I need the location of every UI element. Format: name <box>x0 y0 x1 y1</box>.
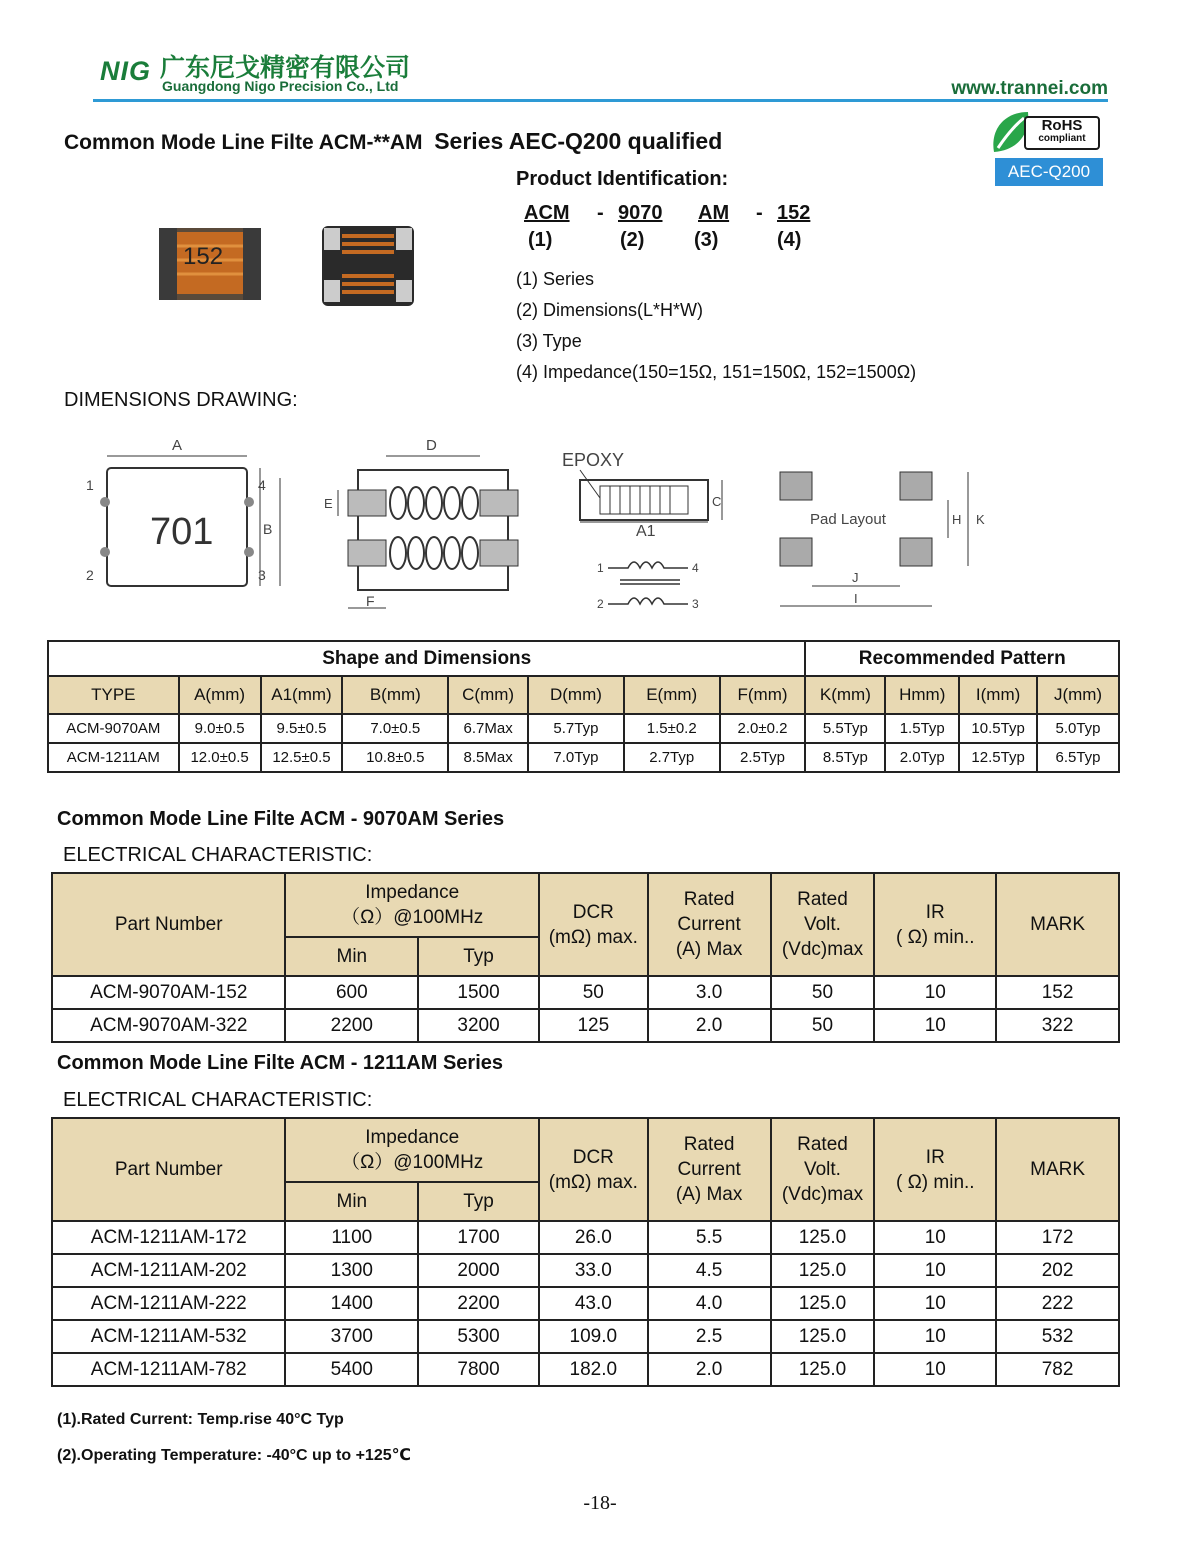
cell: 1500 <box>418 976 539 1009</box>
cell: 9.5±0.5 <box>261 714 343 743</box>
pad-layout-label: Pad Layout <box>810 511 886 528</box>
cell: 12.5Typ <box>959 743 1037 772</box>
col-rated-volt: Rated Volt. (Vdc)max <box>771 1118 875 1221</box>
cell: 2200 <box>285 1009 418 1042</box>
table-row <box>48 714 1119 743</box>
cell: 50 <box>539 976 648 1009</box>
pid-code-dash: - <box>756 202 763 224</box>
cell: 202 <box>996 1254 1119 1287</box>
cell: 125.0 <box>771 1320 875 1353</box>
cell: 5400 <box>285 1353 418 1386</box>
dim-label-b: B <box>263 521 273 537</box>
table-row <box>52 1287 1119 1320</box>
cell: 2000 <box>418 1254 539 1287</box>
cell: 532 <box>996 1320 1119 1353</box>
cell: 10 <box>874 976 996 1009</box>
pin-3: 3 <box>258 567 266 583</box>
column-header: A(mm) <box>179 676 261 714</box>
pid-item: (2) Dimensions(L*H*W) <box>516 300 704 320</box>
cell: 1.5Typ <box>885 714 959 743</box>
col-impedance: Impedance （Ω）@100MHz <box>285 873 538 937</box>
cell: 2.5 <box>648 1320 771 1353</box>
dim-label-a1: A1 <box>636 523 656 540</box>
column-header: A1(mm) <box>261 676 343 714</box>
cell: 43.0 <box>539 1287 648 1320</box>
cell: 2.0 <box>648 1009 771 1042</box>
cell: 782 <box>996 1353 1119 1386</box>
pid-num: (1) <box>528 229 553 251</box>
col-part-number: Part Number <box>52 1118 285 1221</box>
column-header: B(mm) <box>342 676 448 714</box>
col-rated-volt: Rated Volt. (Vdc)max <box>771 873 875 976</box>
bottom-view <box>324 437 518 609</box>
cell: 3700 <box>285 1320 418 1353</box>
cell: 50 <box>771 976 875 1009</box>
column-header: J(mm) <box>1037 676 1119 714</box>
aec-q200-badge: AEC-Q200 <box>995 158 1103 186</box>
schematic-pin-1: 1 <box>597 561 604 575</box>
series2-subtitle: ELECTRICAL CHARACTERISTIC: <box>63 1089 373 1111</box>
cell: 600 <box>285 976 418 1009</box>
table-row <box>52 1254 1119 1287</box>
cell: 10 <box>874 1009 996 1042</box>
table-header-pattern: Recommended Pattern <box>805 641 1119 676</box>
cell: 9.0±0.5 <box>179 714 261 743</box>
cell: 4.0 <box>648 1287 771 1320</box>
cell: ACM-1211AM <box>48 743 179 772</box>
cell: 5.0Typ <box>1037 714 1119 743</box>
pid-num: (2) <box>620 229 645 251</box>
cell: 1.5±0.2 <box>624 714 720 743</box>
col-impedance: Impedance （Ω）@100MHz <box>285 1118 538 1182</box>
pid-num: (3) <box>694 229 719 251</box>
column-header: TYPE <box>48 676 179 714</box>
cell: 3200 <box>418 1009 539 1042</box>
cell: ACM-1211AM-172 <box>52 1221 285 1254</box>
dimensions-drawing <box>80 430 1000 620</box>
col-ir: IR ( Ω) min.. <box>874 1118 996 1221</box>
dim-label-d: D <box>426 437 437 454</box>
cell: 125.0 <box>771 1353 875 1386</box>
cell: 172 <box>996 1221 1119 1254</box>
cell: ACM-9070AM <box>48 714 179 743</box>
series1-table <box>51 872 1120 1043</box>
schematic-pin-4: 4 <box>692 561 699 575</box>
cell: ACM-1211AM-202 <box>52 1254 285 1287</box>
col-part-number: Part Number <box>52 873 285 976</box>
schematic-pin-3: 3 <box>692 597 699 611</box>
cell: 109.0 <box>539 1320 648 1353</box>
cell: 10 <box>874 1353 996 1386</box>
cell: 3.0 <box>648 976 771 1009</box>
rohs-badge: RoHS compliant <box>988 110 1104 154</box>
pin-4: 4 <box>258 477 266 493</box>
series1-subtitle: ELECTRICAL CHARACTERISTIC: <box>63 844 373 866</box>
series1-title: Common Mode Line Filte ACM - 9070AM Series <box>57 808 505 830</box>
company-name-cn: 广东尼戈精密有限公司 <box>160 53 411 82</box>
dimensions-drawing-title: DIMENSIONS DRAWING: <box>64 389 298 411</box>
cell: ACM-1211AM-532 <box>52 1320 285 1353</box>
col-ir: IR ( Ω) min.. <box>874 873 996 976</box>
column-header: Hmm) <box>885 676 959 714</box>
series2-table <box>51 1117 1120 1387</box>
pid-code-impedance: 152 <box>777 202 811 224</box>
cell: 10 <box>874 1287 996 1320</box>
epoxy-label: EPOXY <box>562 450 625 470</box>
cell: 1100 <box>285 1221 418 1254</box>
dim-label-k: K <box>976 512 985 527</box>
cell: 12.0±0.5 <box>179 743 261 772</box>
header-rule <box>93 99 1108 102</box>
cell: 2200 <box>418 1287 539 1320</box>
col-min: Min <box>285 937 418 976</box>
cell: 1400 <box>285 1287 418 1320</box>
col-dcr: DCR (mΩ) max. <box>539 1118 648 1221</box>
cell: ACM-9070AM-152 <box>52 976 285 1009</box>
chip-mark-text: 152 <box>183 243 224 270</box>
cell: ACM-9070AM-322 <box>52 1009 285 1042</box>
product-photo-2 <box>318 220 418 310</box>
table-row <box>52 976 1119 1009</box>
cell: 125.0 <box>771 1254 875 1287</box>
cell: 125 <box>539 1009 648 1042</box>
table-header-shape: Shape and Dimensions <box>48 641 805 676</box>
company-name-en: Guangdong Nigo Precision Co., Ltd <box>162 78 399 94</box>
cell: 222 <box>996 1287 1119 1320</box>
pid-item: (4) Impedance(150=15Ω, 151=150Ω, 152=1500Ω) <box>516 362 917 382</box>
pin-2: 2 <box>86 567 94 583</box>
cell: 10.5Typ <box>959 714 1037 743</box>
cell: 5.5 <box>648 1221 771 1254</box>
cell: ACM-1211AM-782 <box>52 1353 285 1386</box>
cell: 2.7Typ <box>624 743 720 772</box>
table-row <box>52 1353 1119 1386</box>
col-dcr: DCR (mΩ) max. <box>539 873 648 976</box>
dim-label-e: E <box>324 496 333 511</box>
cell: 10 <box>874 1221 996 1254</box>
dim-label-a: A <box>172 437 183 454</box>
column-header: C(mm) <box>448 676 528 714</box>
pid-num: (4) <box>777 229 802 251</box>
page-title: Common Mode Line Filte ACM-**AM Series AEC-Q200 qualified <box>64 128 723 154</box>
cell: 4.5 <box>648 1254 771 1287</box>
dim-label-h: H <box>952 512 962 527</box>
pid-item: (3) Type <box>516 331 582 351</box>
table-row <box>52 1009 1119 1042</box>
series2-title: Common Mode Line Filte ACM - 1211AM Series <box>57 1052 504 1074</box>
col-typ: Typ <box>418 1182 539 1221</box>
website-link[interactable]: www.trannei.com <box>951 78 1108 99</box>
pid-code-series: ACM <box>524 202 570 224</box>
table-row <box>52 1320 1119 1353</box>
cell: ACM-1211AM-222 <box>52 1287 285 1320</box>
col-typ: Typ <box>418 937 539 976</box>
pid-code-type: AM <box>698 202 730 224</box>
column-header: E(mm) <box>624 676 720 714</box>
col-mark: MARK <box>996 873 1119 976</box>
cell: 12.5±0.5 <box>261 743 343 772</box>
cell: 6.5Typ <box>1037 743 1119 772</box>
side-view <box>562 450 722 611</box>
note-operating-temp: (2).Operating Temperature: -40°C up to +125℃ <box>57 1447 411 1464</box>
product-id-title: Product Identification: <box>516 168 729 190</box>
pid-code-dash: - <box>597 202 604 224</box>
dim-label-i: I <box>854 591 858 606</box>
cell: 2.0 <box>648 1353 771 1386</box>
cell: 8.5Max <box>448 743 528 772</box>
dim-label-f: F <box>366 593 375 609</box>
cell: 152 <box>996 976 1119 1009</box>
schematic-pin-2: 2 <box>597 597 604 611</box>
cell: 2.5Typ <box>720 743 806 772</box>
cell: 2.0±0.2 <box>720 714 806 743</box>
cell: 1300 <box>285 1254 418 1287</box>
cell: 125.0 <box>771 1287 875 1320</box>
cell: 5.7Typ <box>528 714 624 743</box>
col-rated-current: Rated Current (A) Max <box>648 873 771 976</box>
dimensions-table <box>47 640 1120 773</box>
logo-mark: NIG <box>100 56 152 86</box>
pin-1: 1 <box>86 477 94 493</box>
pid-item: (1) Series <box>516 269 595 289</box>
cell: 125.0 <box>771 1221 875 1254</box>
cell: 7800 <box>418 1353 539 1386</box>
col-rated-current: Rated Current (A) Max <box>648 1118 771 1221</box>
column-header: D(mm) <box>528 676 624 714</box>
cell: 5.5Typ <box>805 714 885 743</box>
cell: 7.0±0.5 <box>342 714 448 743</box>
pid-code-dimensions: 9070 <box>618 202 663 224</box>
cell: 10.8±0.5 <box>342 743 448 772</box>
col-min: Min <box>285 1182 418 1221</box>
col-mark: MARK <box>996 1118 1119 1221</box>
page-number: -18- <box>583 1492 617 1514</box>
cell: 322 <box>996 1009 1119 1042</box>
top-view <box>86 437 280 586</box>
cell: 5300 <box>418 1320 539 1353</box>
cell: 1700 <box>418 1221 539 1254</box>
dim-label-c: C <box>712 494 722 509</box>
cell: 8.5Typ <box>805 743 885 772</box>
cell: 2.0Typ <box>885 743 959 772</box>
cell: 6.7Max <box>448 714 528 743</box>
product-photo-1 <box>155 220 265 310</box>
cell: 10 <box>874 1320 996 1353</box>
cell: 50 <box>771 1009 875 1042</box>
dim-label-j: J <box>852 570 859 585</box>
table-row <box>48 743 1119 772</box>
cell: 10 <box>874 1254 996 1287</box>
note-rated-current: (1).Rated Current: Temp.rise 40°C Typ <box>57 1411 344 1428</box>
chip-mark-701: 701 <box>150 511 214 553</box>
cell: 33.0 <box>539 1254 648 1287</box>
column-header: K(mm) <box>805 676 885 714</box>
cell: 26.0 <box>539 1221 648 1254</box>
cell: 7.0Typ <box>528 743 624 772</box>
product-id-list <box>516 264 916 388</box>
cell: 182.0 <box>539 1353 648 1386</box>
table-row <box>52 1221 1119 1254</box>
column-header: F(mm) <box>720 676 806 714</box>
pad-layout-view <box>780 472 985 606</box>
column-header: I(mm) <box>959 676 1037 714</box>
